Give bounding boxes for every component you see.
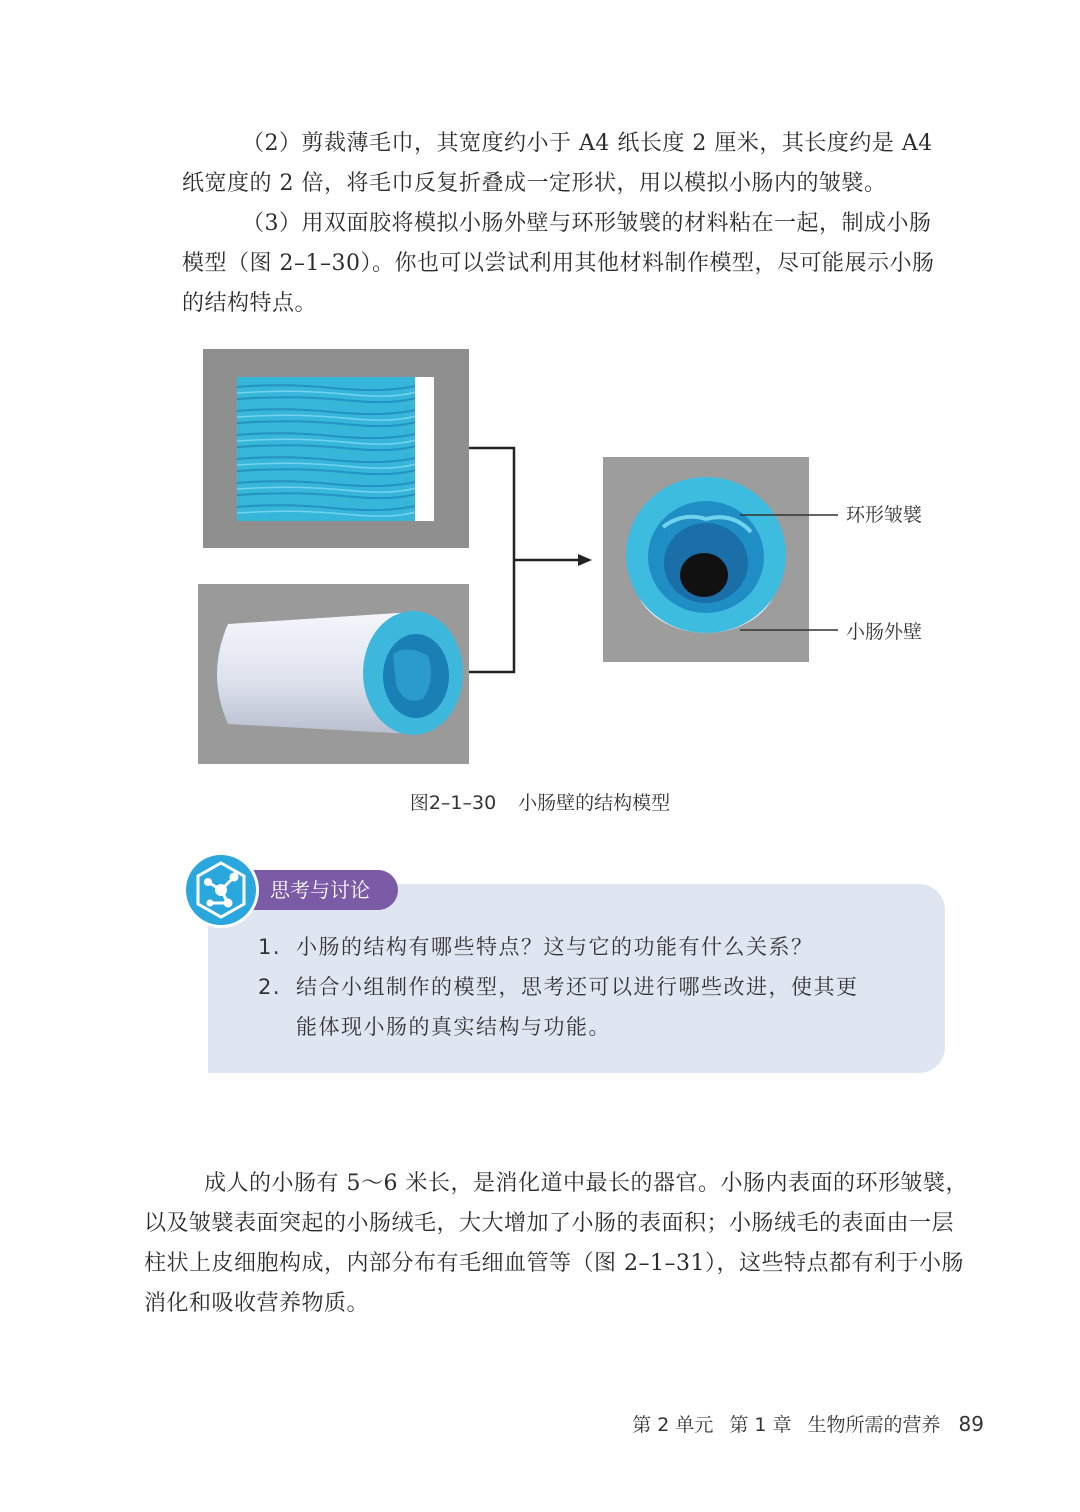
instruction-paragraph — [182, 124, 952, 324]
folded-towel-photo — [203, 349, 469, 548]
page-number: 89 — [958, 1412, 984, 1436]
figure-number: 图2–1–30 — [409, 792, 497, 814]
footer-chapter-title: 生物所需的营养 — [807, 1414, 941, 1436]
page-footer — [616, 1410, 984, 1437]
paper-tube-photo — [198, 584, 469, 764]
figure-caption — [0, 788, 1080, 815]
step-2-text: （2）剪裁薄毛巾，其宽度约小于 A4 纸长度 2 厘米，其长度约是 A4 纸宽度的 2 倍，将毛巾反复折叠成一定形状，用以模拟小肠内的皱襞。 — [182, 131, 933, 196]
footer-chapter: 第 1 章 — [729, 1414, 792, 1436]
figure-title: 小肠壁的结构模型 — [518, 792, 671, 814]
question-1-number: 1. — [258, 935, 282, 959]
discussion-title: 思考与讨论 — [226, 870, 398, 910]
question-2-text-continued: 能体现小肠的真实结构与功能。 — [296, 1015, 611, 1039]
question-1 — [258, 927, 918, 967]
small-intestine-model-photo — [603, 457, 809, 662]
step-3-text: （3）用双面胶将模拟小肠外壁与环形皱襞的材料粘在一起，制成小肠模型（图 2–1–30）。你也可以尝试利用其他材料制作模型，尽可能展示小肠的结构特点。 — [182, 211, 935, 316]
label-circular-folds: 环形皱襞 — [846, 504, 923, 526]
molecule-icon — [182, 851, 260, 929]
question-1-text: 小肠的结构有哪些特点？这与它的功能有什么关系？ — [296, 935, 814, 959]
question-2 — [258, 967, 918, 1047]
label-intestine-wall: 小肠外壁 — [846, 621, 923, 643]
footer-unit: 第 2 单元 — [632, 1414, 714, 1436]
body-paragraph — [144, 1164, 974, 1324]
body-paragraph-text: 成人的小肠有 5～6 米长，是消化道中最长的器官。小肠内表面的环形皱襞，以及皱襞表面突起的小肠绒毛，大大增加了小肠的表面积；小肠绒毛的表面由一层柱状上皮细胞构成，内部分布有毛细血管等（图 2–1–31），这些特点都有利于小肠消化和吸收营养物质。 — [144, 1171, 968, 1316]
question-2-text: 结合小组制作的模型，思考还可以进行哪些改进，使其更 — [296, 975, 859, 999]
question-2-number: 2. — [258, 975, 282, 999]
